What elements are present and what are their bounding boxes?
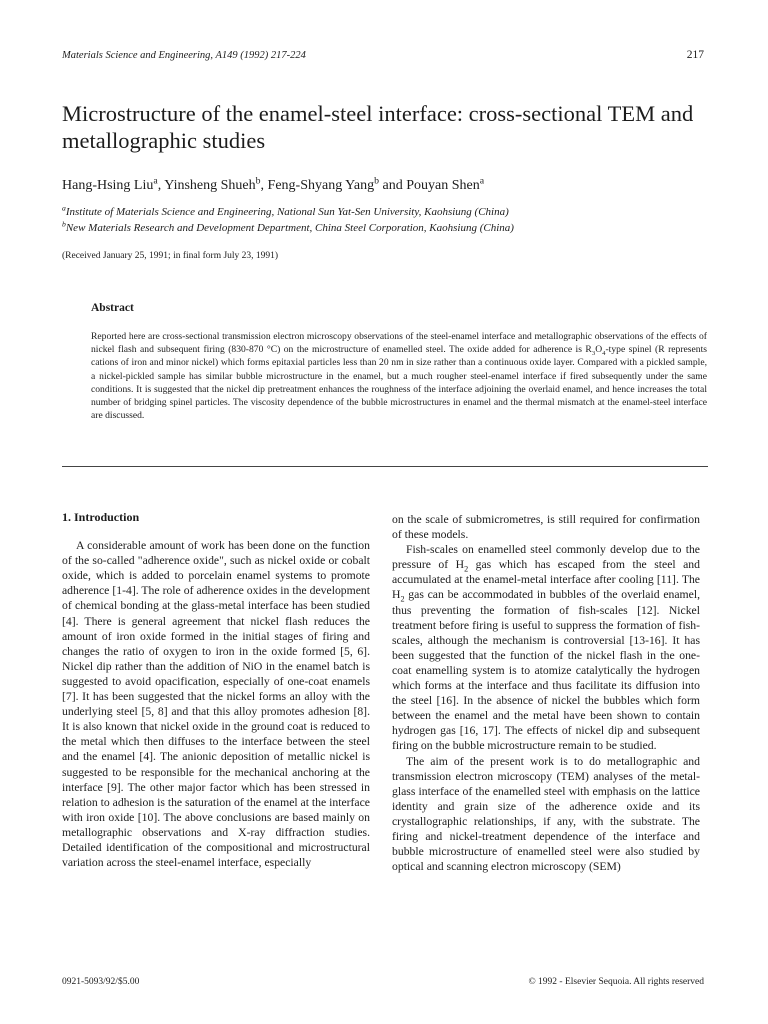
subscript: 2 [464, 564, 469, 574]
page-number: 217 [686, 49, 704, 61]
affiliation [62, 219, 514, 234]
right-column [392, 512, 700, 874]
affiliation-mark: b [62, 219, 66, 229]
text-segment: gas can be accommodated in bubbles of the overlaid enamel, thus preventing the formation of fish-scales [12]. Nickel treatment before firing is useful to suppress the formation of fish-scales, although the mechanism is controversial [13-16]. It has been suggested that the function of the nickel flash in the one-coat enamelling system is to atomize catalytically the hydrogen which forms at the interface and thus facilitate its diffusion into the steel [16]. In the absence of nickel the bubbles which form between the enamel and the metal have been shown to contain hydrogen gas [16, 17]. The effects of nickel dip and subsequent firing on the bubble microstructure remain to be studied. [392, 588, 700, 753]
subscript: 3 [591, 350, 596, 358]
abstract-segment: -type spinel (R represents cations of iron and minor nickel) which forms epitaxial particles less than 20 nm in size rather than a continuous oxide layer. Compared with a pickled sample, a nickel-pickled sample has similar bubble microstructure in the enamel, but a much rougher steel-enamel interface if fired subsequently under the same conditions. It is suggested that the nickel dip pretreatment enhances the roughness of the interface adjoining the overlaid enamel, and hence increases the total number of bridging spinel particles. The viscosity dependence of the bubble microstructures in enamel and the thermal mismatch at the enamel-steel interface are discussed. [91, 344, 707, 422]
section-heading: 1. Introduction [62, 510, 140, 524]
section-divider [62, 466, 708, 467]
subscript: 4 [602, 350, 606, 358]
affiliation-text: New Materials Research and Development Department, China Steel Corporation, Kaohsiung (China) [65, 222, 514, 234]
author-name: , Feng-Shyang Yang [260, 178, 375, 193]
received-dates: (Received January 25, 1991; in final form July 23, 1991) [62, 251, 279, 261]
subscript: 2 [400, 594, 405, 604]
issn-price-code: 0921-5093/92/$5.00 [62, 977, 140, 987]
left-column [62, 510, 370, 870]
author-list [62, 175, 485, 194]
body-paragraph: A considerable amount of work has been done on the function of the so-called "adherence oxide", such as nickel oxide or cobalt oxide, which is added to porcelain enamel systems to promote adherence [1-4]. The role of adherence oxides in the development of chemical bonding at the glass-metal interface has been studied [4]. There is general agreement that nickel flash reduces the amount of iron oxide formed in the initial stages of firing and changes the ratio of oxygen to iron in the oxide formed [5, 6]. Nickel dip rather than the addition of NiO in the enamel batch is suggested to avoid opacification, especially of one-coat enamels [7]. It has been suggested that the nickel forms an alloy with the underlying steel [5, 8] and that this alloy promotes adhesion [8]. It is also known that nickel oxide in the ground coat is reduced to the metal which then diffuses to the interface between the steel and the enamel [4]. The anionic deposition of metallic nickel is suggested to be responsible for the mechanical anchoring at the interface [9]. The other major factor which has been stressed in relation to adhesion is the saturation of the enamel at the interface with iron oxide [10]. The above conclusions are based mainly on metallographic observations and X-ray diffraction studies. Detailed identification of the compositional and microstructural variation across the steel-enamel interface, especially [62, 539, 370, 870]
author-affil-mark: a [479, 175, 485, 187]
abstract-segment: Reported here are cross-sectional transmission electron microscopy observations of the steel-enamel interface and metallographic observations of the effects of nickel flash and subsequent firing (830-870 °C) on the microstructure of enamelled steel. The oxide added for adherence is R [91, 331, 707, 356]
author-name: Hang-Hsing Liu [62, 178, 154, 193]
journal-citation: Materials Science and Engineering, A149 (1992) 217-224 [62, 50, 306, 61]
author-affil-mark: a [153, 175, 158, 187]
affiliation-text: Institute of Materials Science and Engineering, National Sun Yat-Sen University, Kaohsiung (China) [65, 206, 509, 218]
body-paragraph: The aim of the present work is to do metallographic and transmission electron microscopy (TEM) analyses of the metal-glass interface of the enamelled steel with emphasis on the lattice identity and grain size of the adherence oxide and its crystallographic relationships, if any, with the substrate. The firing and nickel-treatment dependence of the interface and bubble microstructure of enamelled steel were also studied by optical and scanning electron microscopy (SEM) [392, 754, 700, 874]
copyright-notice: © 1992 - Elsevier Sequoia. All rights reserved [528, 977, 704, 987]
article-title: Microstructure of the enamel-steel interface: cross-sectional TEM and metallographic studies [62, 101, 694, 153]
body-paragraph [392, 542, 700, 753]
text-segment: Fish-scales on enamelled steel commonly develop due to the pressure of H [392, 543, 700, 572]
text-segment: gas which has escaped from the steel and accumulated at the enamel-metal interface after cooling [11]. The H [392, 558, 700, 602]
author-affil-mark: b [374, 175, 380, 187]
abstract-text [91, 330, 707, 422]
abstract-segment: O [595, 344, 603, 356]
author-name: , Yinsheng Shueh [157, 178, 256, 193]
affiliation-mark: a [62, 203, 66, 213]
abstract-heading: Abstract [91, 302, 134, 314]
author-name: and Pouyan Shen [379, 178, 480, 193]
body-paragraph: on the scale of submicrometres, is still required for confirmation of these models. [392, 513, 700, 542]
author-affil-mark: b [255, 175, 261, 187]
affiliation [62, 203, 509, 218]
